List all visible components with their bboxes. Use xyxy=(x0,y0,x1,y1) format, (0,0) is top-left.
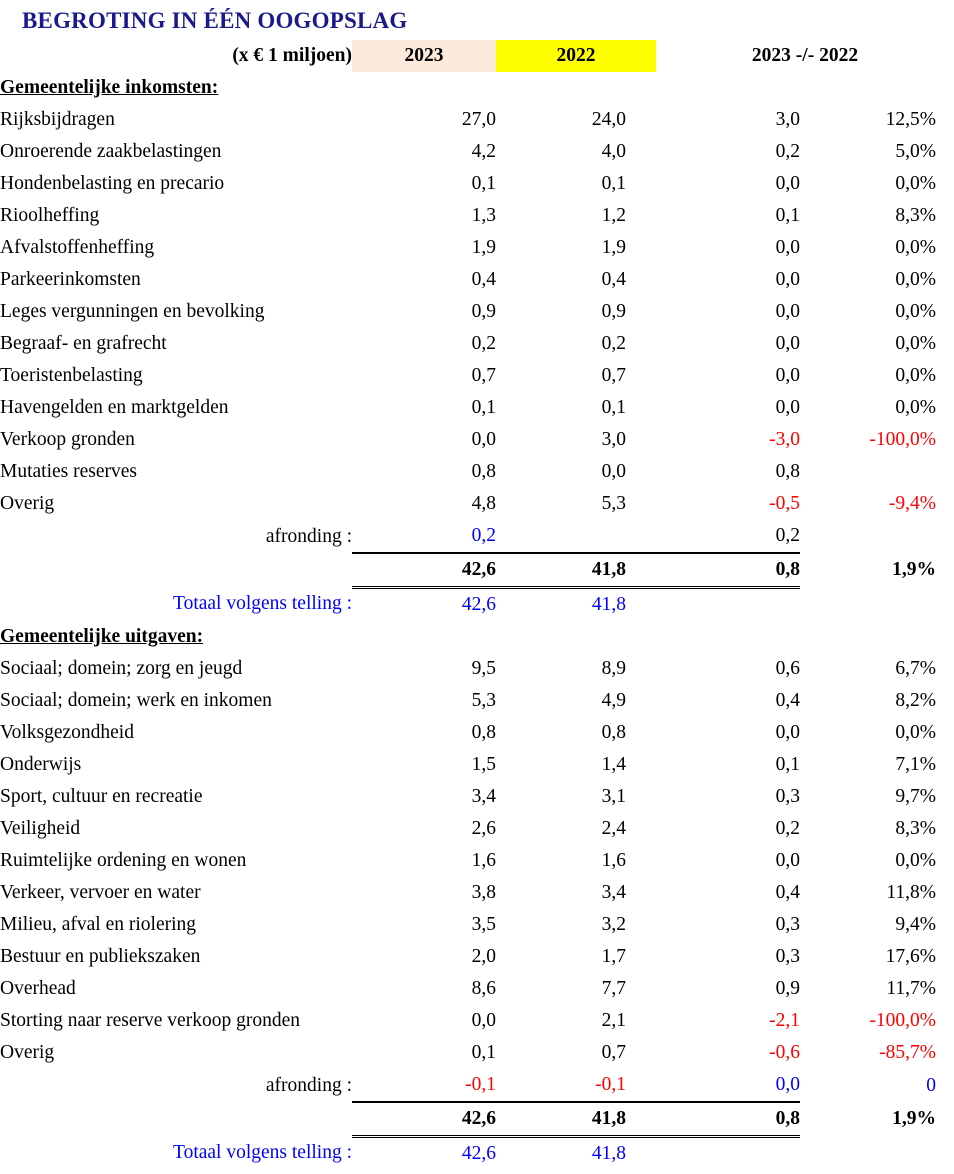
table-row xyxy=(0,136,954,168)
row-value-2023: 9,5 xyxy=(471,658,496,679)
table-header-row xyxy=(0,40,954,72)
row-label: Verkeer, vervoer en water xyxy=(0,882,201,903)
table-row xyxy=(0,488,954,520)
row-value-pct xyxy=(800,456,954,488)
table-row xyxy=(0,685,954,717)
row-value-2023: 0,1 xyxy=(471,1042,496,1063)
rounding-value-2023: -0,1 xyxy=(465,1074,496,1095)
row-value-pct: -100,0% xyxy=(869,1010,936,1031)
count-value-2023: 42,6 xyxy=(461,594,496,615)
section-heading-expenses: Gemeentelijke uitgaven: xyxy=(0,626,204,647)
row-value-diff: 0,8 xyxy=(775,461,800,482)
row-value-pct: -100,0% xyxy=(869,429,936,450)
row-value-pct: 0,0% xyxy=(895,237,936,258)
row-value-diff: 0,3 xyxy=(775,946,800,967)
row-value-2023: 2,6 xyxy=(471,818,496,839)
budget-table xyxy=(0,40,954,1170)
row-value-pct: 8,2% xyxy=(895,690,936,711)
section-heading-row-expenses xyxy=(0,621,954,653)
row-label: Ruimtelijke ordening en wonen xyxy=(0,850,247,871)
count-value-2022: 41,8 xyxy=(591,1143,626,1164)
count-row-income xyxy=(0,588,954,622)
total-value-2023: 42,6 xyxy=(352,553,496,588)
total-value-pct: 1,9% xyxy=(892,1108,936,1130)
total-row-expenses xyxy=(0,1102,954,1137)
row-label: Verkoop gronden xyxy=(0,429,135,450)
row-label: Overhead xyxy=(0,978,76,999)
count-value-diff xyxy=(656,1137,800,1171)
row-value-diff: 0,0 xyxy=(775,173,800,194)
row-value-2022: 3,0 xyxy=(601,429,626,450)
row-value-2023: 0,1 xyxy=(471,397,496,418)
row-value-diff: 3,0 xyxy=(775,109,800,130)
row-value-diff: -0,5 xyxy=(769,493,800,514)
row-value-pct: 0,0% xyxy=(895,722,936,743)
row-value-2023: 0,4 xyxy=(471,269,496,290)
table-row xyxy=(0,845,954,877)
rounding-value-diff: 0,0 xyxy=(775,1074,800,1095)
table-row xyxy=(0,360,954,392)
table-row xyxy=(0,653,954,685)
row-value-2023: 0,8 xyxy=(471,461,496,482)
rounding-row-income xyxy=(0,520,954,553)
row-label: Leges vergunningen en bevolking xyxy=(0,301,265,322)
row-value-2022: 4,0 xyxy=(601,141,626,162)
row-value-pct: -9,4% xyxy=(888,493,936,514)
rounding-value-pct xyxy=(800,520,954,553)
row-label: Bestuur en publiekszaken xyxy=(0,946,201,967)
row-value-2023: 4,2 xyxy=(471,141,496,162)
section-heading-row-income xyxy=(0,72,954,104)
row-value-diff: -2,1 xyxy=(769,1010,800,1031)
row-value-pct: 6,7% xyxy=(895,658,936,679)
row-label: Havengelden en marktgelden xyxy=(0,397,229,418)
row-label: Veiligheid xyxy=(0,818,81,839)
row-value-pct: 9,4% xyxy=(895,914,936,935)
row-value-diff: 0,3 xyxy=(775,914,800,935)
row-label: Sport, cultuur en recreatie xyxy=(0,786,203,807)
total-value-2022: 41,8 xyxy=(496,553,656,588)
rounding-value-2022: -0,1 xyxy=(595,1074,626,1095)
row-value-diff: 0,0 xyxy=(775,722,800,743)
row-value-2022: 24,0 xyxy=(591,109,626,130)
row-value-pct: 8,3% xyxy=(895,205,936,226)
row-value-2022: 8,9 xyxy=(601,658,626,679)
row-value-diff: 0,0 xyxy=(775,333,800,354)
row-value-2022: 2,1 xyxy=(601,1010,626,1031)
row-value-2022: 1,7 xyxy=(601,946,626,967)
row-value-2023: 27,0 xyxy=(461,109,496,130)
table-row xyxy=(0,392,954,424)
count-value-2022: 41,8 xyxy=(591,594,626,615)
row-value-pct: 8,3% xyxy=(895,818,936,839)
row-value-2022: 3,4 xyxy=(601,882,626,903)
row-value-2023: 1,6 xyxy=(471,850,496,871)
row-label: Toeristenbelasting xyxy=(0,365,143,386)
row-label: Mutaties reserves xyxy=(0,461,137,482)
total-value-diff: 0,8 xyxy=(656,1102,800,1137)
row-value-2023: 0,8 xyxy=(471,722,496,743)
row-value-pct: 0,0% xyxy=(895,301,936,322)
table-row xyxy=(0,456,954,488)
row-label: Rioolheffing xyxy=(0,205,100,226)
row-value-2023: 5,3 xyxy=(471,690,496,711)
table-row xyxy=(0,264,954,296)
row-value-diff: 0,9 xyxy=(775,978,800,999)
row-value-diff: 0,0 xyxy=(775,301,800,322)
row-value-diff: 0,3 xyxy=(775,786,800,807)
row-label: Sociaal; domein; zorg en jeugd xyxy=(0,658,243,679)
row-value-2023: 0,9 xyxy=(471,301,496,322)
row-value-pct: 11,7% xyxy=(886,978,936,999)
row-value-2023: 0,1 xyxy=(471,173,496,194)
total-value-pct: 1,9% xyxy=(892,559,936,581)
column-header-difference: 2023 -/- 2022 xyxy=(751,45,859,66)
units-label: (x € 1 miljoen) xyxy=(232,45,352,66)
count-label: Totaal volgens telling : xyxy=(173,593,352,615)
row-label: Milieu, afval en riolering xyxy=(0,914,197,935)
row-value-2022: 0,1 xyxy=(601,397,626,418)
table-row xyxy=(0,877,954,909)
row-value-2022: 1,4 xyxy=(601,754,626,775)
row-value-2022: 3,2 xyxy=(601,914,626,935)
row-value-2022: 3,1 xyxy=(601,786,626,807)
row-label: Overig xyxy=(0,493,55,514)
column-header-2023: 2023 xyxy=(352,40,496,72)
row-value-pct: 0,0% xyxy=(895,333,936,354)
rounding-row-expenses xyxy=(0,1069,954,1102)
row-value-pct: 9,7% xyxy=(895,786,936,807)
row-value-2023: 1,3 xyxy=(471,205,496,226)
row-value-2022: 0,2 xyxy=(601,333,626,354)
row-value-2023: 0,2 xyxy=(471,333,496,354)
row-value-diff: 0,1 xyxy=(775,205,800,226)
row-label: Afvalstoffenheffing xyxy=(0,237,155,258)
page-title: BEGROTING IN ÉÉN OOGOPSLAG xyxy=(22,8,408,33)
row-value-2022: 5,3 xyxy=(601,493,626,514)
table-row xyxy=(0,104,954,136)
row-value-diff: 0,0 xyxy=(775,365,800,386)
table-row xyxy=(0,232,954,264)
row-value-2022: 4,9 xyxy=(601,690,626,711)
rounding-value-2023: 0,2 xyxy=(471,525,496,546)
row-value-2022: 1,6 xyxy=(601,850,626,871)
row-label: Storting naar reserve verkoop gronden xyxy=(0,1010,300,1031)
row-value-pct: 0,0% xyxy=(895,365,936,386)
rounding-value-pct: 0 xyxy=(926,1074,936,1096)
row-value-pct: 17,6% xyxy=(885,946,936,967)
row-value-2023: 3,8 xyxy=(471,882,496,903)
row-value-pct: 0,0% xyxy=(895,397,936,418)
table-row xyxy=(0,424,954,456)
total-value-diff: 0,8 xyxy=(656,553,800,588)
row-label: Sociaal; domein; werk en inkomen xyxy=(0,690,272,711)
row-value-2023: 4,8 xyxy=(471,493,496,514)
row-value-diff: 0,1 xyxy=(775,754,800,775)
table-row xyxy=(0,200,954,232)
row-value-2022: 2,4 xyxy=(601,818,626,839)
row-value-2023: 1,9 xyxy=(471,237,496,258)
count-row-expenses xyxy=(0,1137,954,1171)
row-value-diff: 0,0 xyxy=(775,850,800,871)
row-label: Onroerende zaakbelastingen xyxy=(0,141,222,162)
rounding-label: afronding : xyxy=(265,1074,352,1096)
column-header-2022: 2022 xyxy=(496,40,656,72)
table-row xyxy=(0,717,954,749)
row-label: Begraaf- en grafrecht xyxy=(0,333,167,354)
row-value-diff: -0,6 xyxy=(769,1042,800,1063)
row-value-diff: -3,0 xyxy=(769,429,800,450)
table-row xyxy=(0,328,954,360)
rounding-value-diff: 0,2 xyxy=(775,525,800,546)
row-value-2022: 0,9 xyxy=(601,301,626,322)
row-value-pct: 11,8% xyxy=(886,882,936,903)
count-value-2023: 42,6 xyxy=(461,1143,496,1164)
row-value-pct: 5,0% xyxy=(895,141,936,162)
row-value-diff: 0,0 xyxy=(775,397,800,418)
row-value-pct: 12,5% xyxy=(885,109,936,130)
table-row xyxy=(0,168,954,200)
table-row xyxy=(0,1005,954,1037)
section-heading-income: Gemeentelijke inkomsten: xyxy=(0,77,219,98)
row-label: Rijksbijdragen xyxy=(0,109,115,130)
count-label: Totaal volgens telling : xyxy=(173,1142,352,1164)
row-value-diff: 0,6 xyxy=(775,658,800,679)
row-value-pct: -85,7% xyxy=(879,1042,936,1063)
count-value-diff xyxy=(656,588,800,622)
row-value-diff: 0,2 xyxy=(775,818,800,839)
row-label: Onderwijs xyxy=(0,754,82,775)
row-value-pct: 0,0% xyxy=(895,850,936,871)
row-value-diff: 0,0 xyxy=(775,269,800,290)
row-value-2022: 0,0 xyxy=(601,461,626,482)
row-value-pct: 0,0% xyxy=(895,173,936,194)
row-value-diff: 0,2 xyxy=(775,141,800,162)
row-value-2023: 1,5 xyxy=(471,754,496,775)
table-row xyxy=(0,296,954,328)
total-value-2023: 42,6 xyxy=(352,1102,496,1137)
row-value-2022: 1,9 xyxy=(601,237,626,258)
row-label: Parkeerinkomsten xyxy=(0,269,141,290)
row-value-2023: 2,0 xyxy=(471,946,496,967)
row-value-pct: 0,0% xyxy=(895,269,936,290)
row-value-2023: 3,5 xyxy=(471,914,496,935)
row-value-2022: 1,2 xyxy=(601,205,626,226)
row-value-2022: 0,7 xyxy=(601,1042,626,1063)
row-value-2022: 0,7 xyxy=(601,365,626,386)
row-value-2023: 0,0 xyxy=(471,1010,496,1031)
row-value-2022: 0,4 xyxy=(601,269,626,290)
row-label: Overig xyxy=(0,1042,55,1063)
row-value-2023: 0,7 xyxy=(471,365,496,386)
table-row xyxy=(0,973,954,1005)
row-label: Hondenbelasting en precario xyxy=(0,173,225,194)
rounding-value-2022 xyxy=(496,520,656,553)
row-value-diff: 0,4 xyxy=(775,690,800,711)
table-row xyxy=(0,909,954,941)
row-value-diff: 0,4 xyxy=(775,882,800,903)
row-value-2022: 7,7 xyxy=(601,978,626,999)
row-value-diff: 0,0 xyxy=(775,237,800,258)
row-value-pct: 7,1% xyxy=(895,754,936,775)
count-value-pct xyxy=(800,1137,954,1171)
row-value-2022: 0,8 xyxy=(601,722,626,743)
row-value-2023: 3,4 xyxy=(471,786,496,807)
count-value-pct xyxy=(800,588,954,622)
table-row xyxy=(0,781,954,813)
table-row xyxy=(0,813,954,845)
row-value-2023: 8,6 xyxy=(471,978,496,999)
row-label: Volksgezondheid xyxy=(0,722,134,743)
row-value-2023: 0,0 xyxy=(471,429,496,450)
table-row xyxy=(0,1037,954,1069)
row-value-2022: 0,1 xyxy=(601,173,626,194)
total-value-2022: 41,8 xyxy=(496,1102,656,1137)
table-row xyxy=(0,941,954,973)
rounding-label: afronding : xyxy=(265,525,352,547)
total-row-income xyxy=(0,553,954,588)
table-row xyxy=(0,749,954,781)
